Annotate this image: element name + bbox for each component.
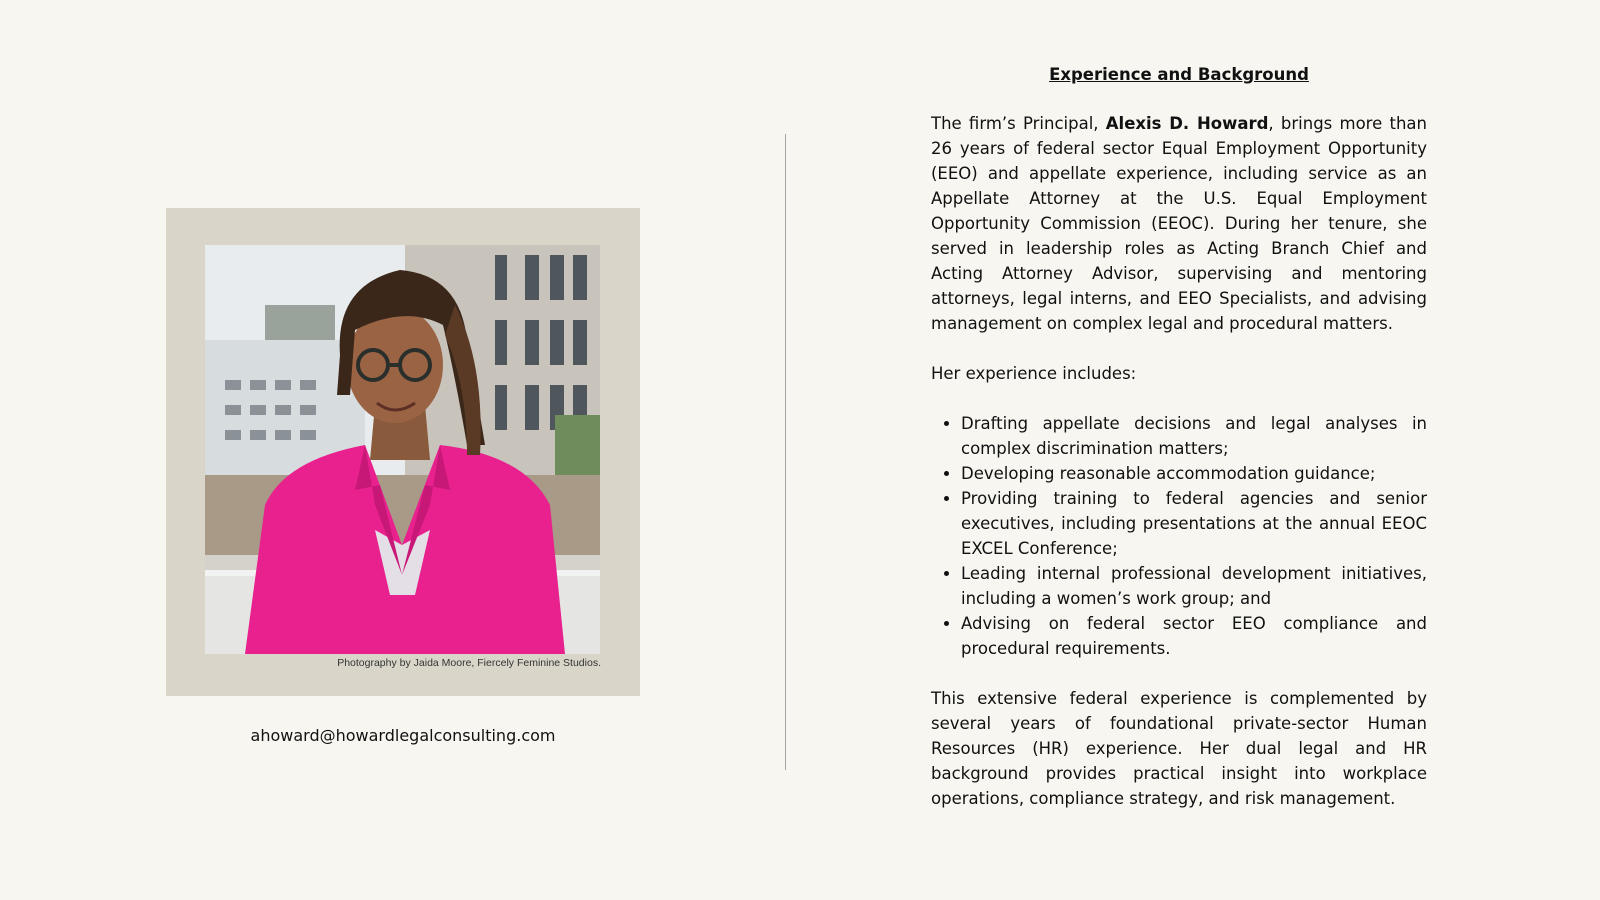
photo-credit: Photography by Jaida Moore, Fiercely Feminine Studios. <box>337 657 601 669</box>
email-link[interactable]: ahoward@howardlegalconsulting.com <box>250 726 556 745</box>
list-item: • Leading internal professional development initiatives, including a women’s work group; and <box>961 561 1427 611</box>
intro-suffix: , brings more than 26 years of federal sector Equal Employment Opportunity (EEO) and appellate experience, including service as an Appellate Attorney at the U.S. Equal Employment Opportunity Commission (EEOC). During her tenure, she served in leadership roles as Acting Branch Chief and Acting Attorney Advisor, supervising and mentoring attorneys, legal interns, and EEO Specialists, and advising management on complex legal and procedural matters. <box>931 114 1427 333</box>
portrait-illustration <box>205 245 600 654</box>
list-item: • Developing reasonable accommodation guidance; <box>961 461 1427 486</box>
list-item: • Drafting appellate decisions and legal analyses in complex discrimination matters; <box>961 411 1427 461</box>
list-item: • Advising on federal sector EEO compliance and procedural requirements. <box>961 611 1427 661</box>
principal-name: Alexis D. Howard <box>1105 114 1269 133</box>
experience-section <box>931 62 1427 836</box>
experience-list <box>931 411 1427 661</box>
vertical-divider <box>785 134 786 770</box>
intro-prefix: The firm’s Principal, <box>931 114 1106 133</box>
list-item: • Providing training to federal agencies and senior executives, including presentations at the annual EEOC EXCEL Conference; <box>961 486 1427 561</box>
section-heading: Experience and Background <box>1049 65 1309 84</box>
intro-paragraph <box>931 111 1427 336</box>
portrait-photo <box>205 245 600 654</box>
closing-paragraph: This extensive federal experience is complemented by several years of foundational private-sector Human Resources (HR) experience. Her dual legal and HR background provides practical insight into workplace operations, compliance strategy, and risk management. <box>931 689 1427 808</box>
photo-card <box>166 208 640 696</box>
list-intro: Her experience includes: <box>931 364 1137 383</box>
